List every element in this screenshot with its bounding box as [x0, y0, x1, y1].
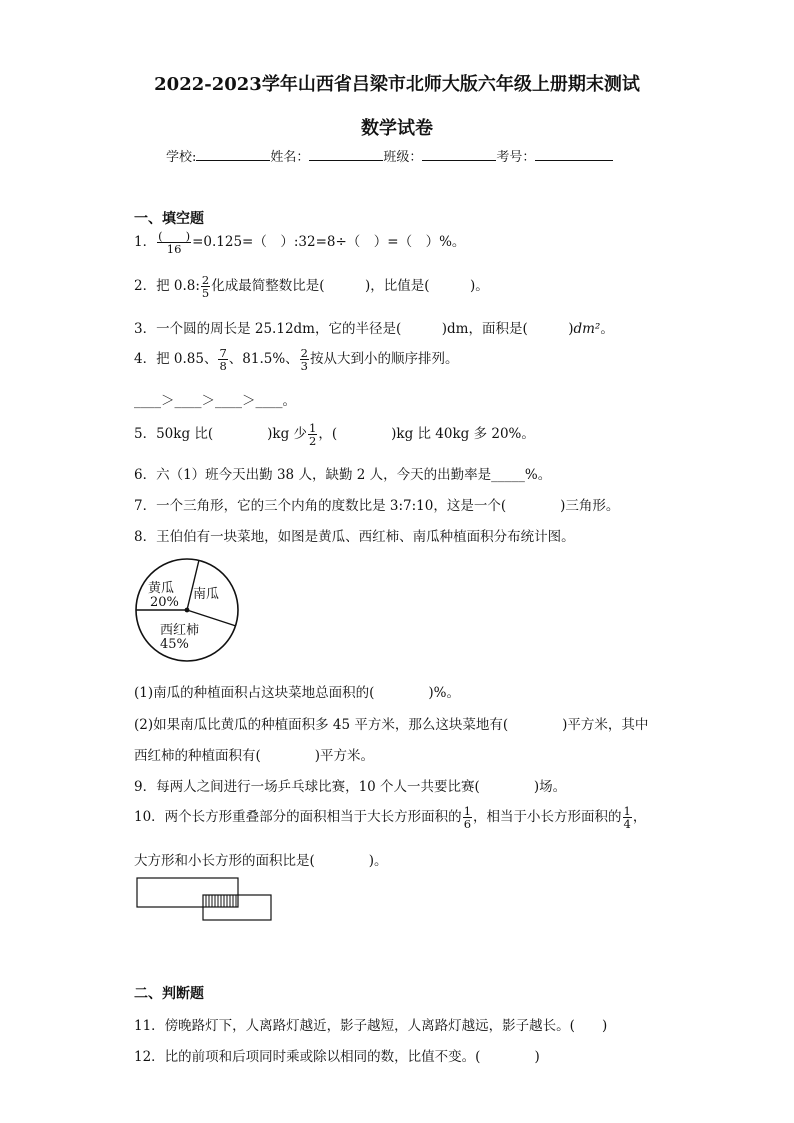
number-label: 考号： — [496, 150, 536, 165]
q8-sub-2a: (2)如果南瓜比黄瓜的种植面积多 45 平方米，那么这块菜地有( )平方米，其中 — [134, 717, 649, 733]
q4-text-post: 按从大到小的顺序排列。 — [310, 351, 459, 367]
q3-end: 。 — [600, 321, 614, 337]
q1-fraction — [157, 230, 191, 255]
q4-text-mid: 、81.5%、 — [228, 351, 299, 367]
class-blank[interactable] — [422, 146, 496, 161]
q5-text-post: ，( )kg 比 40kg 多 20%。 — [318, 426, 535, 442]
q2-frac-numerator: 2 — [201, 273, 210, 287]
q8-sub-2b: 西红柿的种植面积有( )平方米。 — [134, 748, 375, 764]
q8-sub-1: (1)南瓜的种植面积占这块菜地总面积的( )%。 — [134, 685, 460, 701]
q10-line-2: 大方形和小长方形的面积比是( )。 — [134, 853, 388, 869]
question-3 — [134, 317, 614, 337]
name-blank[interactable] — [309, 146, 383, 161]
school-label: 学校: — [166, 150, 197, 165]
overlap-region — [203, 895, 238, 907]
exam-title-line1: 2022-2023学年山西省吕梁市北师大版六年级上册期末测试 — [154, 74, 640, 95]
q4-fraction-1 — [218, 347, 227, 372]
pie-label-cucumber: 黄瓜 — [148, 581, 175, 596]
question-8: 8．王伯伯有一块菜地，如图是黄瓜、西红柿、南瓜种植面积分布统计图。 — [134, 529, 575, 545]
q5-text-pre: 5．50kg 比( )kg 少 — [134, 426, 308, 442]
q4-f2-denominator: 3 — [300, 359, 308, 373]
q10-fraction-1 — [463, 805, 472, 830]
q3-unit: dm² — [573, 321, 601, 337]
q10-f2-denominator: 4 — [623, 817, 631, 831]
q2-text-post: 化成最简整数比是( )，比值是( )。 — [211, 278, 489, 294]
question-6: 6．六（1）班今天出勤 38 人，缺勤 2 人，今天的出勤率是_____%。 — [134, 467, 552, 483]
name-label: 姓名： — [270, 150, 310, 165]
q2-frac-denominator: 5 — [201, 286, 210, 300]
q4-f1-numerator: 7 — [219, 346, 227, 360]
question-7: 7．一个三角形，它的三个内角的度数比是 3:7:10，这是一个( )三角形。 — [134, 498, 620, 514]
q10-f2-numerator: 1 — [623, 804, 631, 818]
q5-fraction — [308, 422, 317, 447]
q10-text-pre: 10．两个长方形重叠部分的面积相当于大长方形面积的 — [134, 809, 462, 825]
question-1 — [134, 230, 465, 255]
vegetable-pie-chart — [130, 556, 246, 664]
q2-fraction — [201, 274, 210, 299]
question-11: 11．傍晚路灯下，人离路灯越近，影子越短，人离路灯越远，影子越长。( ) — [134, 1018, 608, 1034]
pie-center-dot — [185, 608, 190, 613]
q10-f1-numerator: 1 — [463, 804, 472, 818]
question-9: 9．每两人之间进行一场乒乓球比赛，10 个人一共要比赛( )场。 — [134, 779, 567, 795]
q4-fraction-2 — [300, 347, 309, 372]
pie-pct-cucumber: 20% — [150, 595, 179, 610]
exam-title-line2: 数学试卷 — [361, 118, 433, 139]
question-10 — [134, 805, 646, 830]
q1-text: =0.125=（ ）:32=8÷（ ）=（ ）%。 — [192, 234, 466, 250]
q1-frac-numerator: ( ) — [158, 229, 191, 243]
pie-label-tomato: 西红柿 — [160, 623, 200, 638]
question-12: 12．比的前项和后项同时乘或除以相同的数，比值不变。( ) — [134, 1049, 540, 1065]
q10-f1-denominator: 6 — [463, 817, 472, 831]
q4-f1-denominator: 8 — [219, 359, 227, 373]
q5-frac-denominator: 2 — [309, 434, 317, 448]
q1-frac-denominator: 16 — [166, 242, 182, 256]
q4-f2-numerator: 2 — [300, 346, 308, 360]
q10-fraction-2 — [623, 805, 632, 830]
q2-text-pre: 2．把 0.8: — [134, 278, 200, 294]
pie-pct-tomato: 45% — [160, 637, 189, 652]
q1-number: 1． — [134, 234, 157, 250]
number-blank[interactable] — [535, 146, 613, 161]
pie-label-pumpkin: 南瓜 — [193, 587, 220, 602]
q10-text-end: ， — [632, 809, 647, 825]
q10-text-mid: ，相当于小长方形面积的 — [473, 809, 622, 825]
school-blank[interactable] — [196, 146, 270, 161]
question-5 — [134, 422, 535, 447]
q4-answer-line[interactable]: ____＞____＞____＞____。 — [134, 393, 296, 409]
rectangles-svg — [136, 877, 276, 923]
section1-heading: 一、填空题 — [134, 211, 204, 227]
q3-text: 3．一个圆的周长是 25.12dm，它的半径是( )dm，面积是( ) — [134, 321, 574, 337]
overlapping-rectangles-figure — [136, 877, 276, 923]
question-4 — [134, 347, 459, 372]
question-2 — [134, 274, 489, 299]
class-label: 班级： — [383, 150, 423, 165]
student-info-line — [166, 146, 613, 165]
q4-text-pre: 4．把 0.85、 — [134, 351, 218, 367]
section2-heading: 二、判断题 — [134, 986, 204, 1002]
q5-frac-numerator: 1 — [309, 421, 317, 435]
